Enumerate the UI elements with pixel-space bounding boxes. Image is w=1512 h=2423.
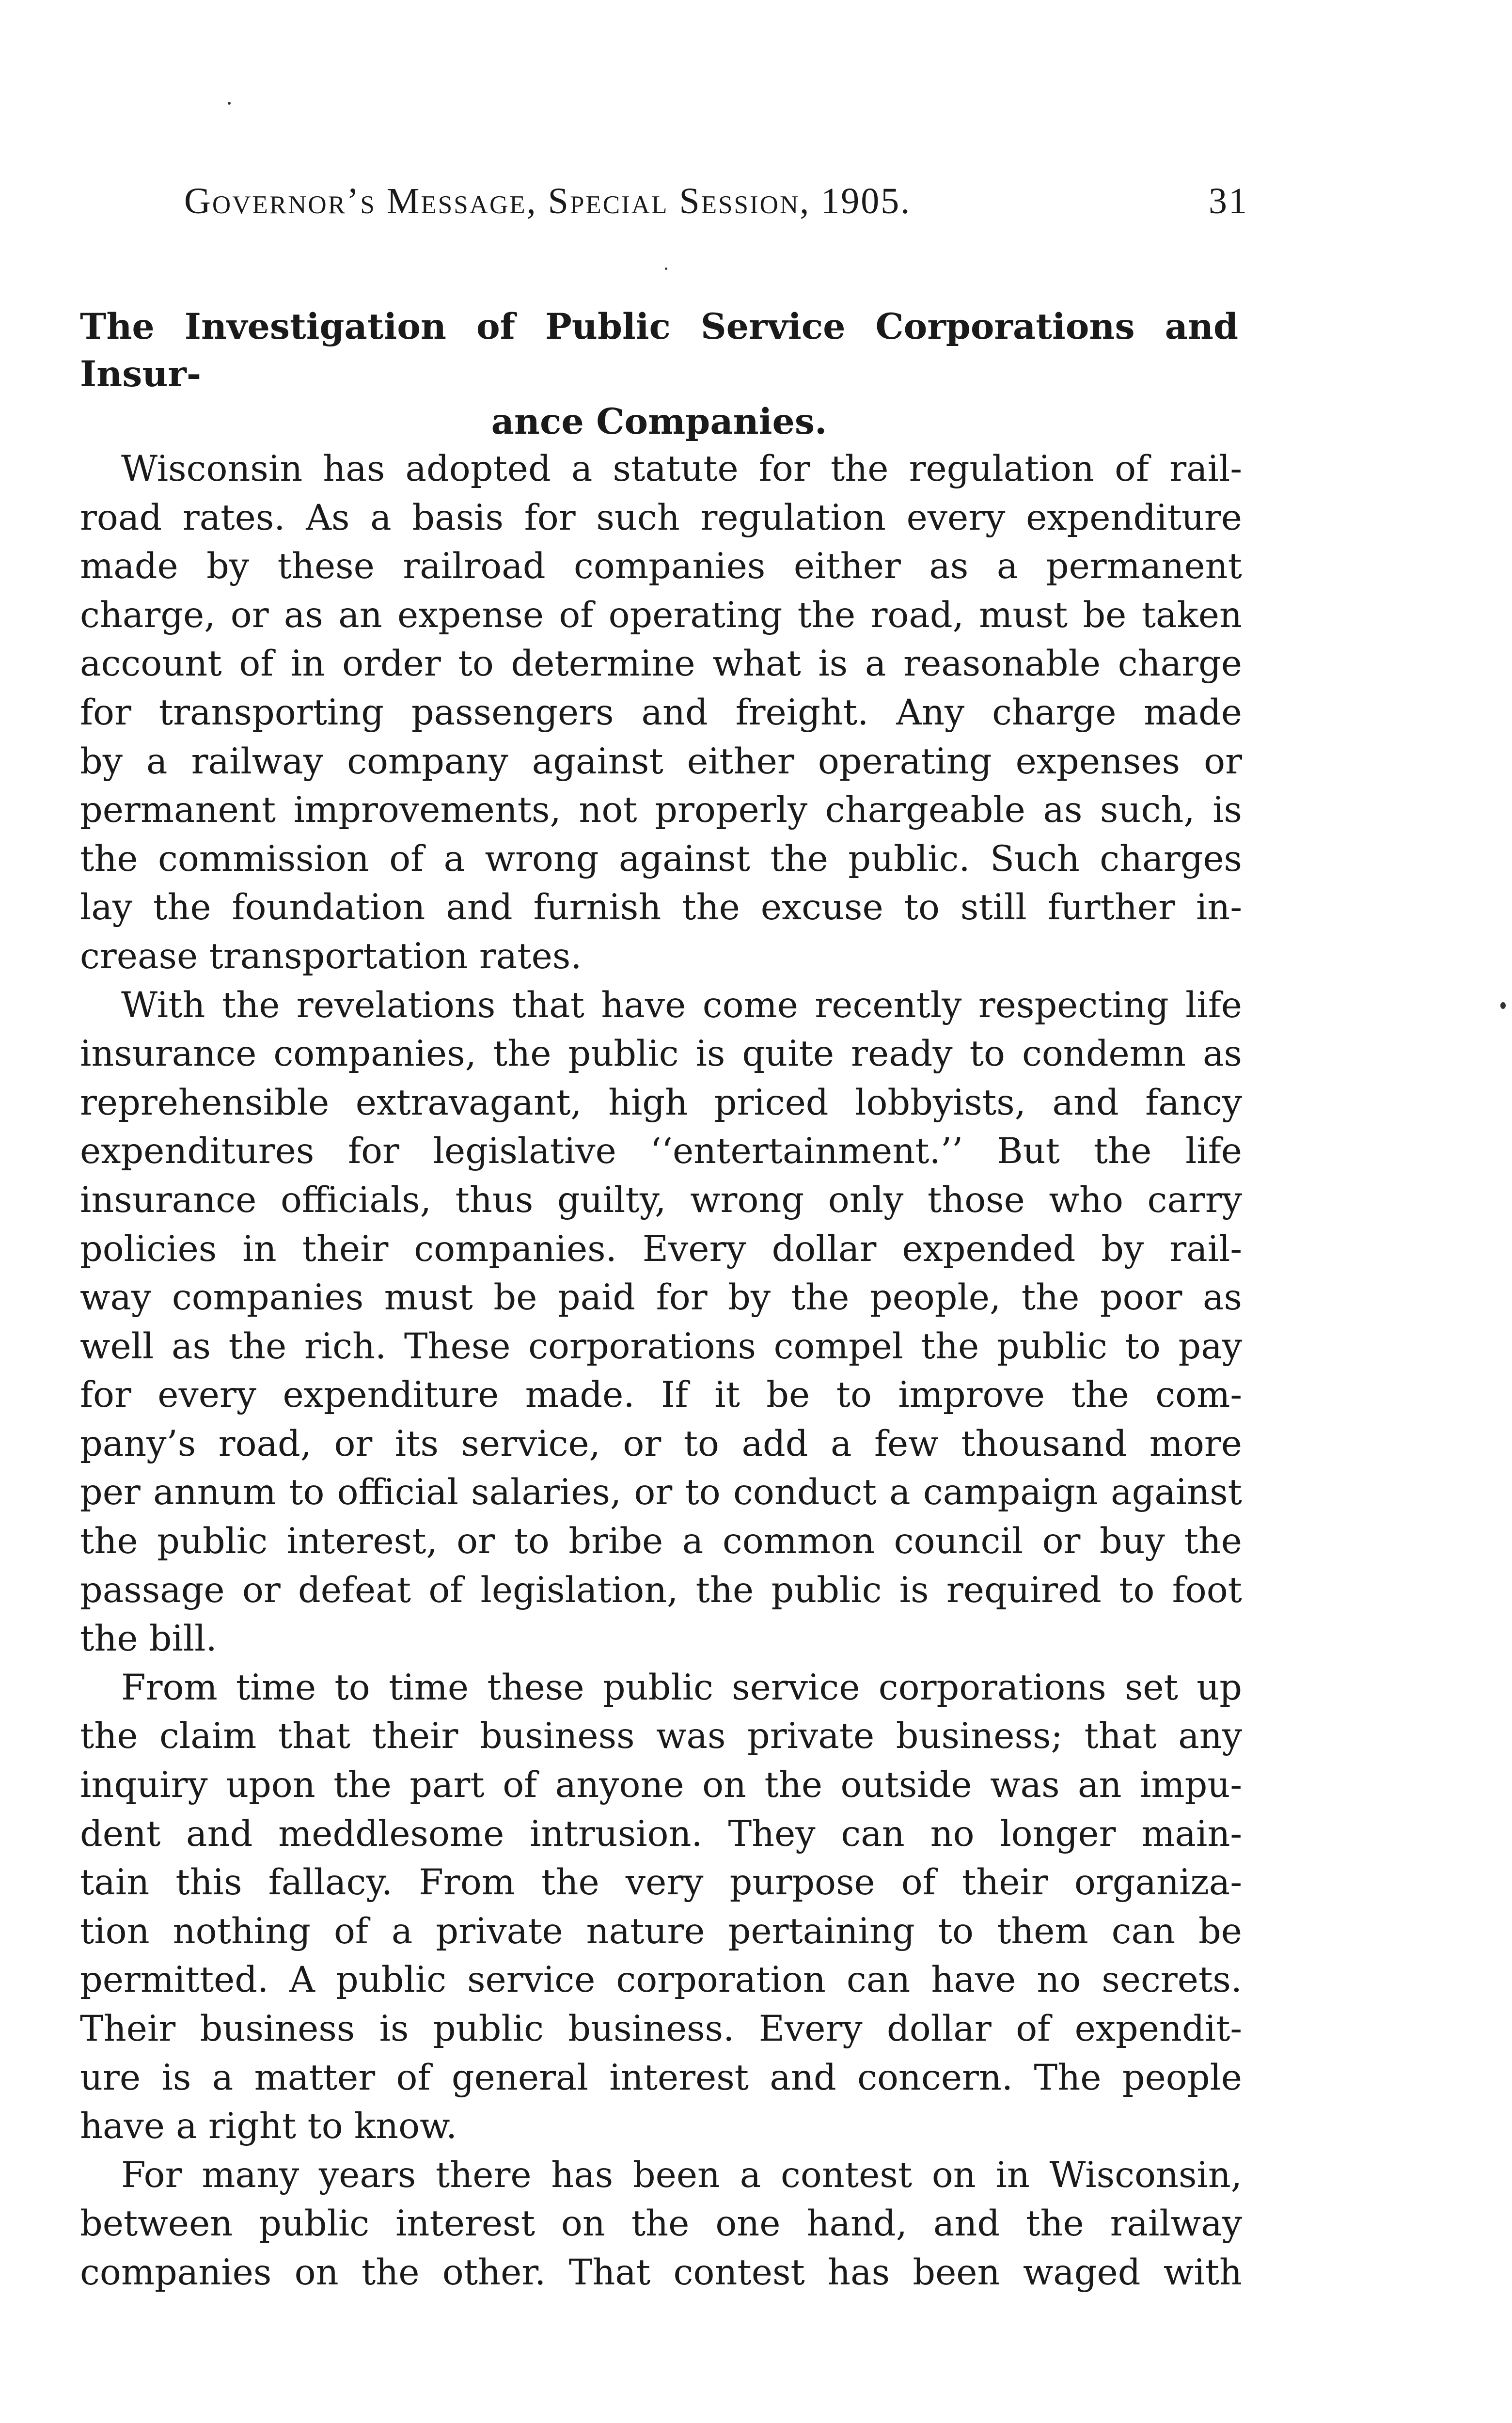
running-head-title: Governor’s Message, Special Session, 1905. — [184, 181, 912, 221]
text-line: From time to time these public service corporations set up — [121, 1667, 1242, 1708]
text-line: the public interest, or to bribe a common council or buy the — [80, 1521, 1242, 1562]
text-line: insurance companies, the public is quite ready to condemn as — [80, 1033, 1242, 1075]
text-line: well as the rich. These corporations compel the public to pay — [80, 1325, 1242, 1367]
text-line: inquiry upon the part of anyone on the outside was an impu- — [80, 1764, 1242, 1806]
paragraph — [80, 2151, 1242, 2297]
text-line: have a right to know. — [80, 2106, 457, 2147]
running-head — [184, 180, 1248, 229]
text-line: policies in their companies. Every dollar expended by rail- — [80, 1228, 1242, 1270]
text-line: Their business is public business. Every dollar of expendit- — [80, 2008, 1242, 2049]
text-line: Wisconsin has adopted a statute for the regulation of rail- — [121, 448, 1242, 489]
text-line: tion nothing of a private nature pertaining to them can be — [80, 1910, 1242, 1952]
section-heading-line: The Investigation of Public Service Corporations and Insur- — [80, 306, 1238, 395]
paragraph — [80, 445, 1242, 981]
paper-speck — [665, 267, 667, 270]
text-line: tain this fallacy. From the very purpose of their organiza- — [80, 1862, 1242, 1904]
paragraph — [80, 981, 1242, 1664]
text-line: ure is a matter of general interest and concern. The people — [80, 2057, 1242, 2098]
text-line: way companies must be paid for by the people, the poor as — [80, 1277, 1242, 1319]
text-line: With the revelations that have come recently respecting life — [121, 984, 1242, 1026]
text-line: expenditures for legislative ‘‘entertainment.’’ But the life — [80, 1131, 1242, 1172]
text-line: charge, or as an expense of operating the road, must be taken — [80, 594, 1242, 636]
text-line: per annum to official salaries, or to conduct a campaign against — [80, 1472, 1242, 1513]
text-line: between public interest on the one hand, and the railway — [80, 2203, 1242, 2245]
paper-speck — [1500, 1002, 1506, 1009]
text-line: permanent improvements, not properly chargeable as such, is — [80, 789, 1242, 831]
text-line: for every expenditure made. If it be to improve the com- — [80, 1374, 1242, 1416]
text-line: road rates. As a basis for such regulation every expenditure — [80, 497, 1242, 538]
text-line: the bill. — [80, 1618, 217, 1660]
section-heading-line: ance Companies. — [491, 401, 827, 442]
text-line: companies on the other. That contest has been waged with — [80, 2251, 1242, 2293]
text-line: lay the foundation and furnish the excuse to still further in- — [80, 887, 1242, 928]
text-line: for transporting passengers and freight. Any charge made — [80, 692, 1242, 733]
text-line: the commission of a wrong against the public. Such charges — [80, 838, 1242, 880]
text-line: insurance officials, thus guilty, wrong only those who carry — [80, 1179, 1242, 1221]
text-line: made by these railroad companies either as a permanent — [80, 546, 1242, 587]
text-line: reprehensible extravagant, high priced lobbyists, and fancy — [80, 1082, 1242, 1123]
page-number: 31 — [1209, 181, 1248, 221]
text-line: account of in order to determine what is a reasonable charge — [80, 643, 1242, 685]
paragraph — [80, 1664, 1242, 2151]
text-line: dent and meddlesome intrusion. They can no longer main- — [80, 1813, 1242, 1855]
text-line: by a railway company against either operating expenses or — [80, 740, 1242, 782]
text-line: passage or defeat of legislation, the public is required to foot — [80, 1569, 1242, 1611]
text-line: the claim that their business was private business; that any — [80, 1715, 1242, 1757]
paper-speck — [228, 102, 231, 105]
body-text — [80, 445, 1242, 2297]
section-heading — [80, 303, 1238, 445]
text-line: permitted. A public service corporation can have no secrets. — [80, 1959, 1242, 2001]
text-line: pany’s road, or its service, or to add a few thousand more — [80, 1423, 1242, 1464]
text-line: For many years there has been a contest on in Wisconsin, — [121, 2154, 1242, 2196]
text-line: crease transportation rates. — [80, 935, 582, 977]
